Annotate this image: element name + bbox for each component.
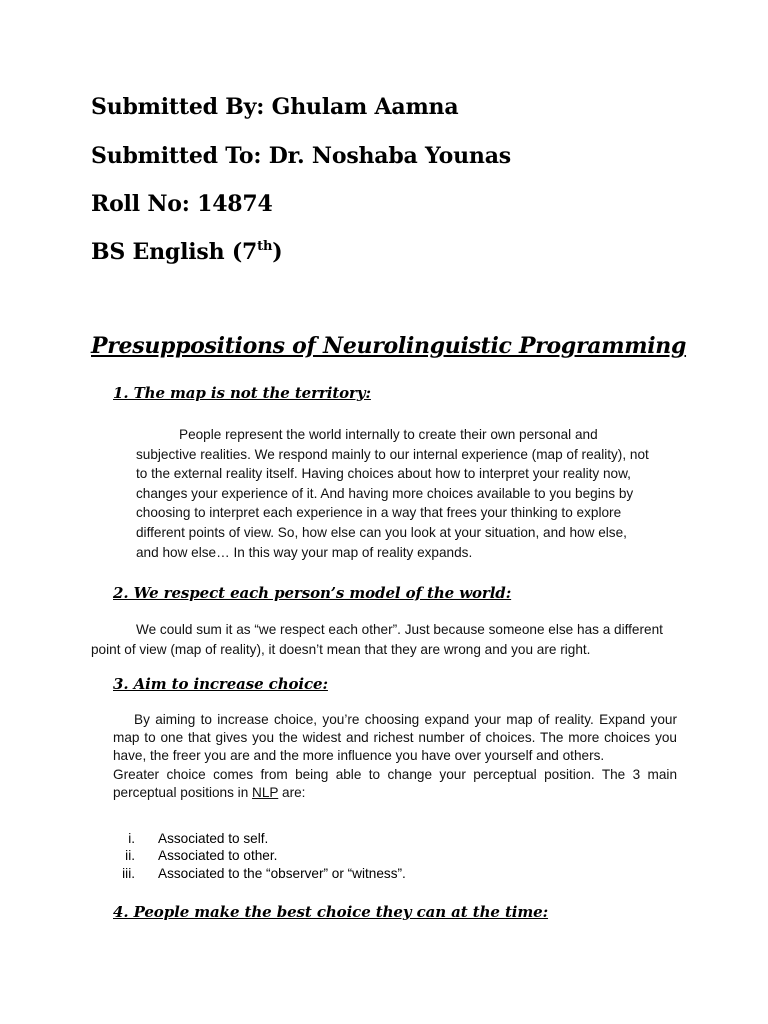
section-2-paragraph: We could sum it as “we respect each other”. Just because someone else has a different point of view (map of reality), it doesn’t mean that they are wrong and you are right.	[91, 622, 663, 657]
list-item	[113, 847, 633, 864]
section-3-paragraph-2	[113, 766, 677, 802]
section-3-paragraph-2-text: Greater choice comes from being able to change your perceptual position. The 3 main perceptual positions in	[113, 766, 677, 800]
program	[91, 239, 282, 265]
list-item-number: iii.	[122, 865, 135, 881]
nlp-link[interactable]: NLP	[252, 784, 279, 800]
list-item	[113, 830, 633, 847]
document-title: Presuppositions of Neurolinguistic Programming	[91, 333, 687, 359]
section-2-body	[91, 620, 681, 659]
section-1-paragraph: People represent the world internally to create their own personal and subjective realities. We respond mainly to our internal experience (map of reality), not to the external reality itself. Having choices about how to interpret your reality now, changes your experience of it. And having more choices available to you begins by choosing to interpret each experience in a way that frees your thinking to explore different points of view. So, how else can you look at your situation, and how else, and how else… In this way your map of reality expands.	[136, 427, 649, 560]
list-item-text: Associated to self.	[158, 831, 269, 846]
section-1-body	[136, 425, 652, 562]
section-1-heading: 1. The map is not the territory:	[113, 384, 371, 402]
list-item-text: Associated to other.	[158, 848, 278, 864]
list-item-number: i.	[128, 831, 135, 846]
submitted-by: Submitted By: Ghulam Aamna	[91, 94, 459, 120]
section-3-paragraph-2-end: are:	[278, 784, 306, 800]
section-3-body	[113, 711, 677, 802]
section-3-heading: 3. Aim to increase choice:	[113, 675, 328, 693]
roll-number: Roll No: 14874	[91, 191, 273, 217]
section-4-heading: 4. People make the best choice they can at the time:	[113, 903, 549, 921]
list-item-text: Associated to the “observer” or “witness”.	[158, 865, 406, 881]
list-item	[113, 865, 633, 882]
section-3-paragraph-1: By aiming to increase choice, you’re choosing expand your map of reality. Expand your map to one that gives you the widest and richest number of choices. The more choices you have, the freer you are and the more influence you have over yourself and others.	[113, 712, 677, 764]
program-superscript: th	[257, 239, 273, 254]
perceptual-positions-list	[113, 830, 633, 882]
section-2-heading: 2. We respect each person’s model of the world:	[113, 584, 512, 602]
submitted-to: Submitted To: Dr. Noshaba Younas	[91, 143, 511, 169]
program-close: )	[272, 239, 283, 265]
list-item-number: ii.	[125, 848, 135, 864]
program-text: BS English (7	[91, 239, 258, 265]
